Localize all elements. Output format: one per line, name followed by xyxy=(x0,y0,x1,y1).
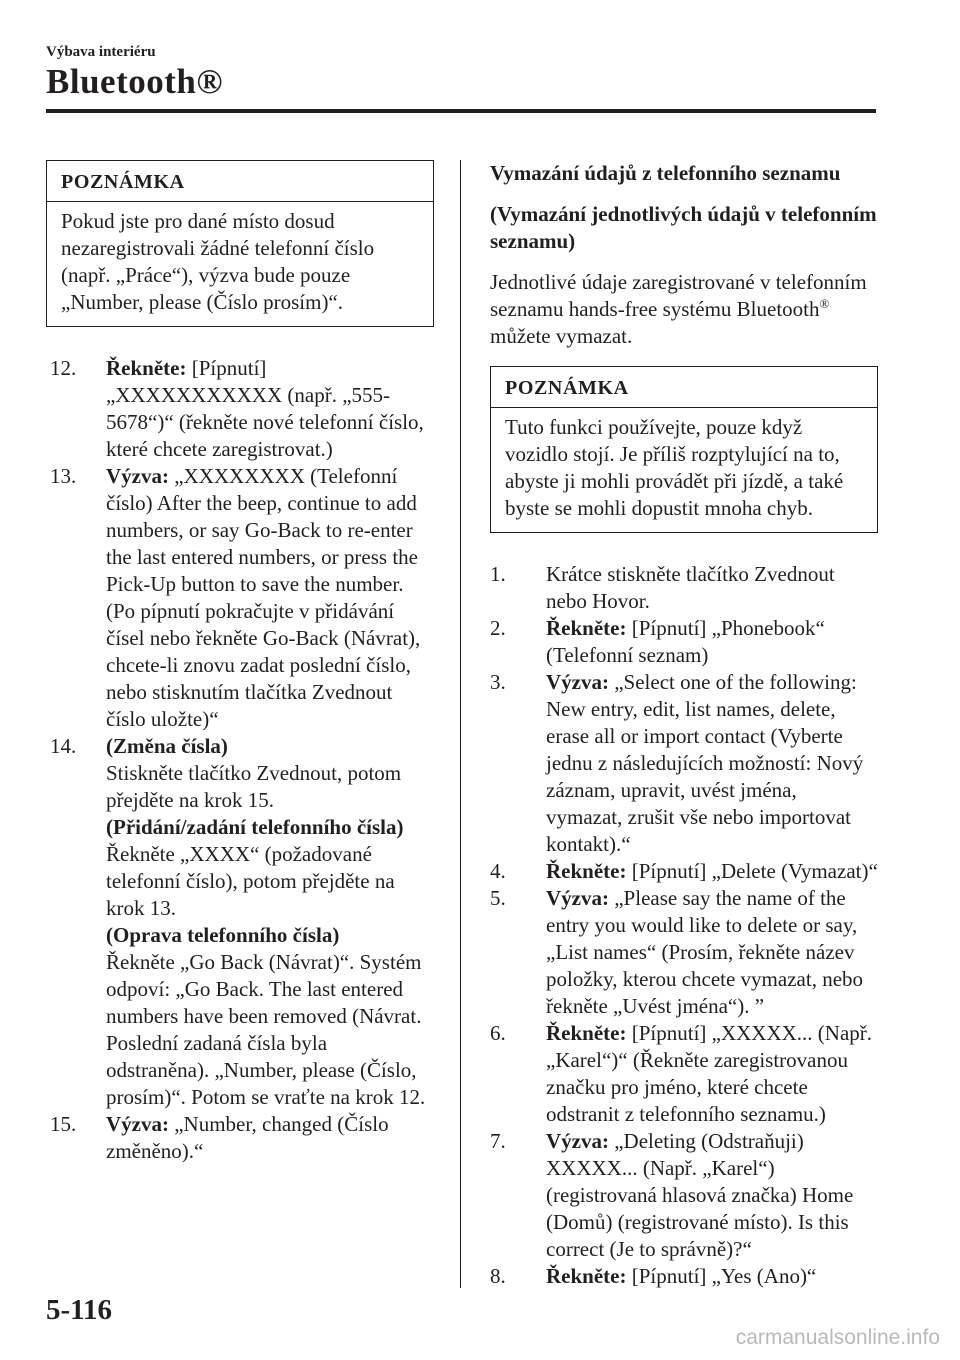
step-item xyxy=(50,355,434,463)
left-column xyxy=(46,160,434,1165)
step-item xyxy=(50,463,434,733)
step-label: Výzva: xyxy=(546,886,615,910)
step-number: 13. xyxy=(50,464,77,488)
step-list xyxy=(50,355,434,1165)
step-text: „Deleting (Odstraňuji) XXXXX... (Např. „Karel“) (registrovaná hlasová značka) Home (Domů) (registrované místo). Is this correct (Je to správně)?“ xyxy=(546,1129,854,1261)
step-text: [Pípnutí] „Phonebook“ (Telefonní seznam) xyxy=(546,616,825,667)
page-title: Bluetooth® xyxy=(46,62,223,101)
step-item xyxy=(490,615,878,669)
step-sublabel: (Přidání/zadání telefonního čísla) xyxy=(106,815,404,839)
step-item xyxy=(50,733,434,1111)
step-label: Výzva: xyxy=(106,464,175,488)
step-label: Řekněte: xyxy=(546,616,632,640)
step-number: 5. xyxy=(490,886,506,910)
step-text: [Pípnutí] „XXXXX... (Např. „Karel“)“ (Řekněte zaregistrovanou značku pro jméno, které chcete odstranit z telefonního seznamu.) xyxy=(546,1021,873,1126)
header-divider xyxy=(46,109,876,113)
column-divider xyxy=(460,160,461,1288)
step-text: [Pípnutí] „XXXXXXXXXXX (např. „555-5678“)“ (řekněte nové telefonní číslo, které chcete zaregistrovat.) xyxy=(106,356,424,461)
step-item xyxy=(490,561,878,615)
step-text: „Please say the name of the entry you would like to delete or say, „List names“ (Prosím, řekněte název položky, kterou chcete vymazat, nebo řekněte „Uvést jména“). ” xyxy=(546,886,864,1018)
step-number: 12. xyxy=(50,356,77,380)
step-text: Krátce stiskněte tlačítko Zvednout nebo Hovor. xyxy=(546,562,835,613)
right-column xyxy=(490,160,878,1290)
step-number: 1. xyxy=(490,562,506,586)
step-item xyxy=(490,885,878,1020)
intro-text: Jednotlivé údaje zaregistrované v telefonním seznamu hands-free systému Bluetooth xyxy=(490,270,867,321)
step-label: Výzva: xyxy=(546,1129,615,1153)
section-heading: Vymazání údajů z telefonního seznamu xyxy=(490,161,841,185)
step-item xyxy=(50,1111,434,1165)
note-heading: POZNÁMKA xyxy=(47,161,433,202)
step-number: 3. xyxy=(490,670,506,694)
step-number: 15. xyxy=(50,1112,77,1136)
note-box xyxy=(46,160,434,327)
step-text: „Number, changed (Číslo změněno).“ xyxy=(106,1112,389,1163)
step-text: [Pípnutí] „Yes (Ano)“ xyxy=(631,1264,817,1288)
note-body: Tuto funkci používejte, pouze když vozidlo stojí. Je příliš rozptylující na to, abyste ji mohli provádět při jízdě, a také byste se mohli dopustit mnoha chyb. xyxy=(505,415,844,520)
intro-paragraph xyxy=(490,269,878,350)
registered-mark: ® xyxy=(819,296,830,311)
step-text: „Select one of the following: New entry, edit, list names, delete, erase all or import contact (Vyberte jednu z následujících možností: Nový záznam, upravit, uvést jména, vymazat, zrušit vše nebo importovat kontakt).“ xyxy=(546,670,864,856)
step-item xyxy=(490,1263,878,1290)
step-subtext: Řekněte „XXXX“ (požadované telefonní číslo), potom přejděte na krok 13. xyxy=(106,842,395,920)
note-heading: POZNÁMKA xyxy=(491,367,877,408)
step-item xyxy=(490,669,878,858)
step-number: 4. xyxy=(490,859,506,883)
step-label: Řekněte: xyxy=(106,356,192,380)
step-subtext: Řekněte „Go Back (Návrat)“. Systém odpoví: „Go Back. The last entered numbers have been removed (Návrat. Poslední zadaná čísla byla odstraněna). „Number, please (Číslo, prosím)“. Potom se vraťte na krok 12. xyxy=(106,950,426,1109)
step-sublabel: (Oprava telefonního čísla) xyxy=(106,923,340,947)
intro-text-end: můžete vymazat. xyxy=(490,324,633,348)
step-text: „XXXXXXXX (Telefonní číslo) After the beep, continue to add numbers, or say Go-Back to re-enter the last entered numbers, or press the Pick-Up button to save the number. (Po pípnutí pokračujte v přidávání čísel nebo řekněte Go-Back (Návrat), chcete-li znovu zadat poslední číslo, nebo stisknutím tlačítka Zvednout číslo uložte)“ xyxy=(106,464,421,731)
step-text: Stiskněte tlačítko Zvednout, potom přejděte na krok 15. xyxy=(106,761,402,812)
step-number: 6. xyxy=(490,1021,506,1045)
section-subheading: (Vymazání jednotlivých údajů v telefonním seznamu) xyxy=(490,202,877,253)
step-label: Řekněte: xyxy=(546,1021,632,1045)
step-list xyxy=(490,561,878,1290)
step-label: Řekněte: xyxy=(546,1264,632,1288)
step-number: 14. xyxy=(50,734,77,758)
page-number: 5-116 xyxy=(46,1294,113,1326)
step-label: Výzva: xyxy=(106,1112,175,1136)
note-body: Pokud jste pro dané místo dosud nezaregistrovali žádné telefonní číslo (např. „Práce“), výzva bude pouze „Number, please (Číslo prosím)“. xyxy=(61,209,375,314)
step-text: [Pípnutí] „Delete (Vymazat)“ xyxy=(631,859,878,883)
step-number: 2. xyxy=(490,616,506,640)
step-label: Řekněte: xyxy=(546,859,632,883)
watermark: carmanualsonline.info xyxy=(735,1326,940,1349)
step-item xyxy=(490,1020,878,1128)
step-number: 7. xyxy=(490,1129,506,1153)
step-item xyxy=(490,858,878,885)
step-item xyxy=(490,1128,878,1263)
section-title: Výbava interiéru xyxy=(46,44,156,60)
step-label: (Změna čísla) xyxy=(106,734,228,758)
note-box xyxy=(490,366,878,533)
step-label: Výzva: xyxy=(546,670,615,694)
step-number: 8. xyxy=(490,1264,506,1288)
